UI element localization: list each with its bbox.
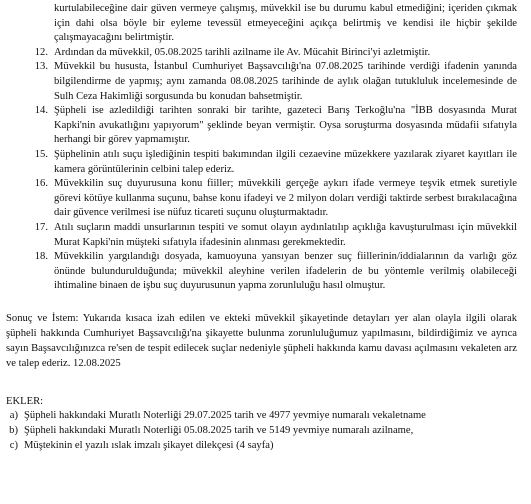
item-number: 13. [34, 61, 48, 73]
attachment-item [0, 424, 517, 439]
attachment-item [0, 439, 517, 454]
item-number: 18. [34, 251, 48, 263]
item-number: 12. [34, 46, 48, 58]
item-number: 14. [34, 105, 48, 117]
item-number: 15. [34, 148, 48, 160]
attachment-label: b) [9, 425, 18, 437]
list-item [0, 60, 517, 104]
conclusion-paragraph: Sonuç ve İstem: Yukarıda kısaca izah edilen ve ekteki müvekkil şikayetinde detayları yer alan olayla ilgili olarak şüpheli hakkında Cumhuriyet Başsavcılığı'na şikayette bulunma zorunluluğumuz yapılmasını, bildirdiğimiz ve ayrıca sayın Başsavcılığınızca re'sen de tespit edilecek suçlar nedeniyle şüpheli hakkında kamu davası açılmasını vekaleten arz ve talep ederiz. 12.08.2025 [6, 312, 517, 369]
item-number: 17. [34, 221, 48, 233]
attachment-text: Müştekinin el yazılı ıslak imzalı şikayet dilekçesi (4 sayfa) [24, 439, 274, 451]
attachments-list [0, 409, 517, 453]
item-text: Müvekkilin yargılandığı dosyada, kamuoyuna yansıyan benzer suç fiillerinin/iddialarının da varlığı göz önünde bulundurulduğunda; müvekkil aleyhine verilen ifadelerin de bu yöntemle verilmiş olabileceği ihtimaline binaen de işbu suç duyurusunun yapma zorunluluğu hasıl olmuştur. [54, 251, 517, 292]
item-text: Müvekkilin suç duyurusuna konu fiiller; müvekkili gerçeğe aykırı ifade vermeye teşvik etmek suretiyle görevi kötüye kullanma suçunu, bahse konu ifadeyi ve 2 milyon doları verdiği taktirde serbest bırakılacağına dair güvence verilmesi ise nüfuz ticareti suçunu oluşturmaktadır. [54, 178, 517, 219]
list-item [0, 221, 517, 250]
list-item [0, 148, 517, 177]
list-item [0, 177, 517, 221]
item-text: Şüpheli ise azledildiği tarihten sonraki bir tarihte, gazeteci Barış Terkoğlu'na "İBB dosyasında Murat Kapki'nin avukatlığını yapıyorum" şeklinde beyan vermiştir. Oysa soruşturma dosyasında müdafii sıfatıyla herhangi bir görev yapmamıştır. [54, 105, 517, 146]
item-number: 16. [34, 178, 48, 190]
attachments-title: EKLER: [6, 395, 44, 407]
attachment-item [0, 409, 517, 424]
attachment-label: a) [9, 410, 18, 422]
attachment-text: Şüpheli hakkındaki Muratlı Noterliği 29.07.2025 tarih ve 4977 yevmiye numaralı vekaletname [24, 410, 426, 422]
list-item [0, 46, 517, 61]
item-text: Atılı suçların maddi unsurlarının tespiti ve somut olayın aydınlatılıp açıklığa kavuşturulması için müvekkil Murat Kapki'nin müşteki sıfatıyla ifadesinin alınması gerekmektedir. [54, 221, 517, 248]
item-text: Şüphelinin atılı suçu işlediğinin tespiti bakımından ilgili cezaevine müzekkere yazılarak ziyaret kayıtları ile kamera görüntülerinin celbini talep ederiz. [54, 148, 517, 175]
list-item [0, 104, 517, 148]
item-text: Müvekkil bu hususta, İstanbul Cumhuriyet Başsavcılığı'na 07.08.2025 tarihinde verdiği ifadenin yanında bilgilendirme de yapmış; aynı zamanda 08.08.2025 tarihinde de aylık olağan tutukluluk incelemesinde de Sulh Ceza Hakimliği sorgusunda bu konudan bahsetmiştir. [54, 61, 517, 102]
item-text: Ardından da müvekkil, 05.08.2025 tarihli azilname ile Av. Mücahit Birinci'yi azletmiştir. [54, 46, 431, 58]
list-item [0, 250, 517, 294]
attachment-label: c) [9, 439, 18, 451]
continuation-paragraph: kurtulabileceğine dair güven vermeye çalışmış, müvekkil ise bu durumu kabul etmediğini; içeriden çıkmak için dahi olsa böyle bir eyleme tevessül etmeyeceğini açıkça belirtmiş ve kendisi ile hiçbir şekilde çalışmayacağını belirtmiştir. [54, 3, 517, 44]
numbered-paragraph-list [0, 46, 517, 294]
attachment-text: Şüpheli hakkındaki Muratlı Noterliği 05.08.2025 tarih ve 5149 yevmiye numaralı azilname, [24, 425, 414, 437]
